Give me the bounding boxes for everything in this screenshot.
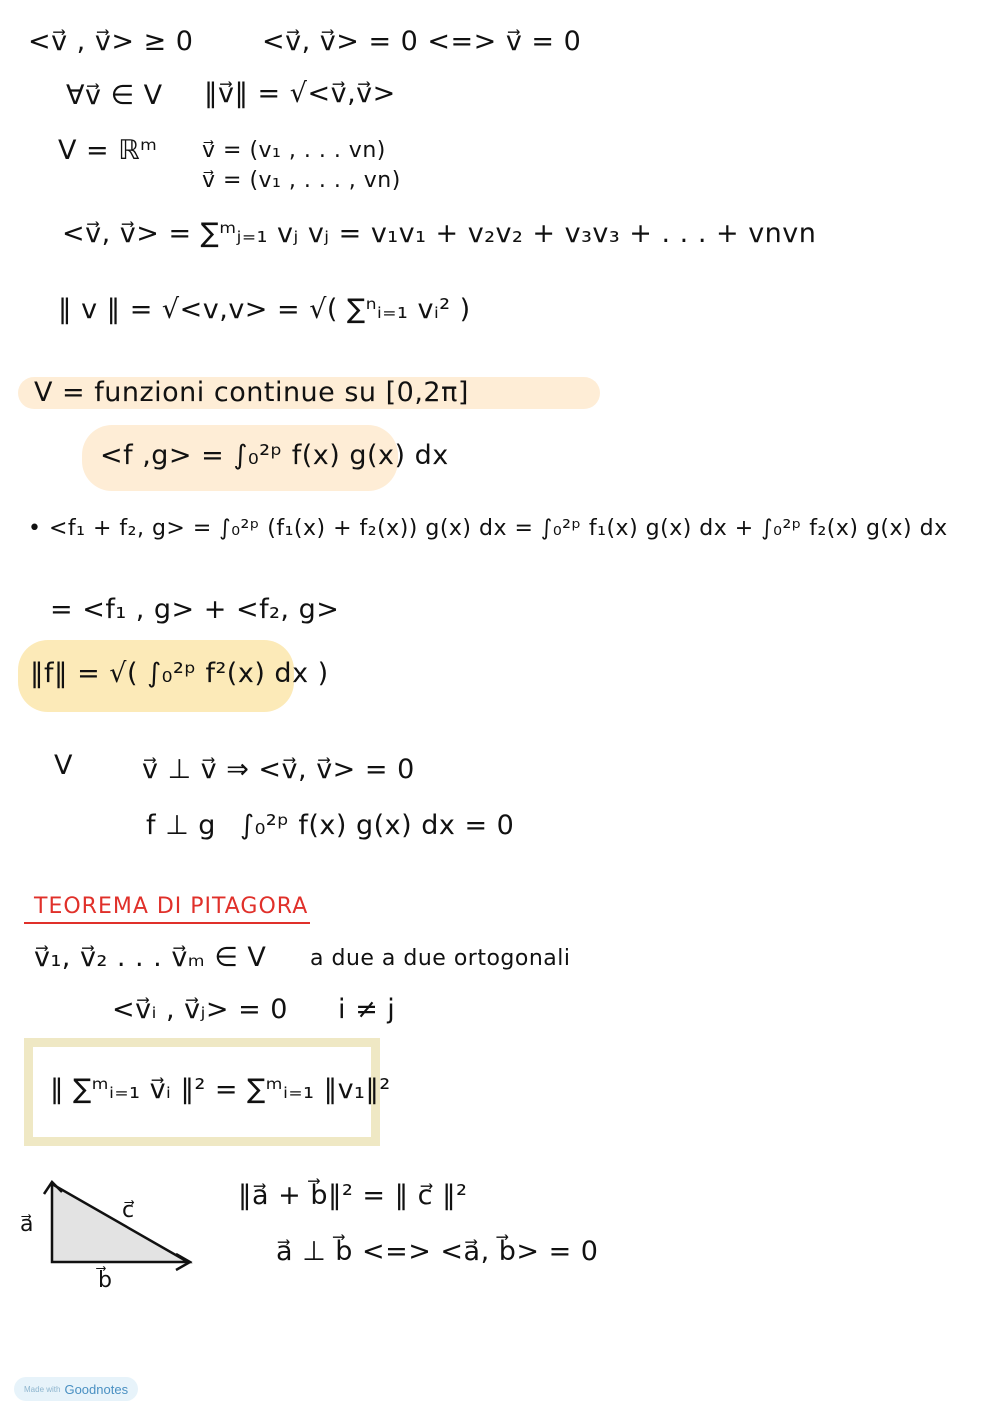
note-line-15: V (54, 750, 73, 781)
badge-small-text: Made with (24, 1384, 61, 1394)
note-line-08: <v⃗, v⃗> = ∑ᵐⱼ₌₁ vⱼ vⱼ = v₁v₁ + v₂v₂ + v₃v₃ + . . . + vnvn (62, 218, 817, 249)
note-line-14: ‖f‖ = √( ∫₀²ᵖ f²(x) dx ) (30, 658, 329, 689)
note-line-16: v⃗ ⊥ v⃗ ⇒ <v⃗, v⃗> = 0 (142, 754, 415, 785)
triangle-shape (52, 1184, 188, 1262)
note-line-02: <v⃗, v⃗> = 0 <=> v⃗ = 0 (262, 26, 582, 57)
triangle-label-a: a⃗ (20, 1212, 34, 1237)
note-line-24: ‖a⃗ + b⃗‖² = ‖ c⃗ ‖² (238, 1180, 468, 1211)
note-line-12: • <f₁ + f₂, g> = ∫₀²ᵖ (f₁(x) + f₂(x)) g(x) dx = ∫₀²ᵖ f₁(x) g(x) dx + ∫₀²ᵖ f₂(x) g(x) dx (28, 516, 948, 541)
note-line-20: a due a due ortogonali (310, 946, 571, 971)
note-line-13: = <f₁ , g> + <f₂, g> (50, 594, 340, 625)
triangle-label-b: b⃗ (98, 1268, 113, 1293)
note-line-10: V = funzioni continue su [0,2π] (34, 377, 469, 408)
goodnotes-badge (14, 1377, 138, 1401)
note-line-19: v⃗₁, v⃗₂ . . . v⃗ₘ ∈ V (34, 942, 267, 973)
note-line-22: i ≠ j (338, 994, 396, 1025)
triangle-label-c: c⃗ (122, 1198, 135, 1223)
note-line-04: ‖v⃗‖ = √<v⃗,v⃗> (204, 78, 396, 109)
badge-brand-text: Goodnotes (64, 1381, 129, 1397)
note-line-09: ‖ v ‖ = √<v,v> = √( ∑ⁿᵢ₌₁ vᵢ² ) (58, 294, 471, 325)
note-line-18: ∫₀²ᵖ f(x) g(x) dx = 0 (240, 810, 515, 841)
note-line-21: <v⃗ᵢ , v⃗ⱼ> = 0 (112, 994, 288, 1025)
note-line-25: a⃗ ⊥ b⃗ <=> <a⃗, b⃗> = 0 (276, 1236, 599, 1267)
note-line-05: V = ℝᵐ (58, 135, 158, 166)
section-heading-pitagora: TEOREMA DI PITAGORA (34, 894, 309, 919)
note-line-03: ∀v⃗ ∈ V (66, 80, 163, 111)
note-line-01: <v⃗ , v⃗> ≥ 0 (28, 26, 194, 57)
note-line-07: v⃗ = (v₁ , . . . , vn) (202, 168, 401, 193)
note-line-06: v⃗ = (v₁ , . . . vn) (202, 138, 386, 163)
note-line-11: <f ,g> = ∫₀²ᵖ f(x) g(x) dx (100, 440, 449, 471)
heading-underline (24, 922, 310, 924)
note-line-17: f ⊥ g (146, 810, 216, 841)
note-line-23: ‖ ∑ᵐᵢ₌₁ v⃗ᵢ ‖² = ∑ᵐᵢ₌₁ ‖v₁‖² (50, 1074, 391, 1105)
